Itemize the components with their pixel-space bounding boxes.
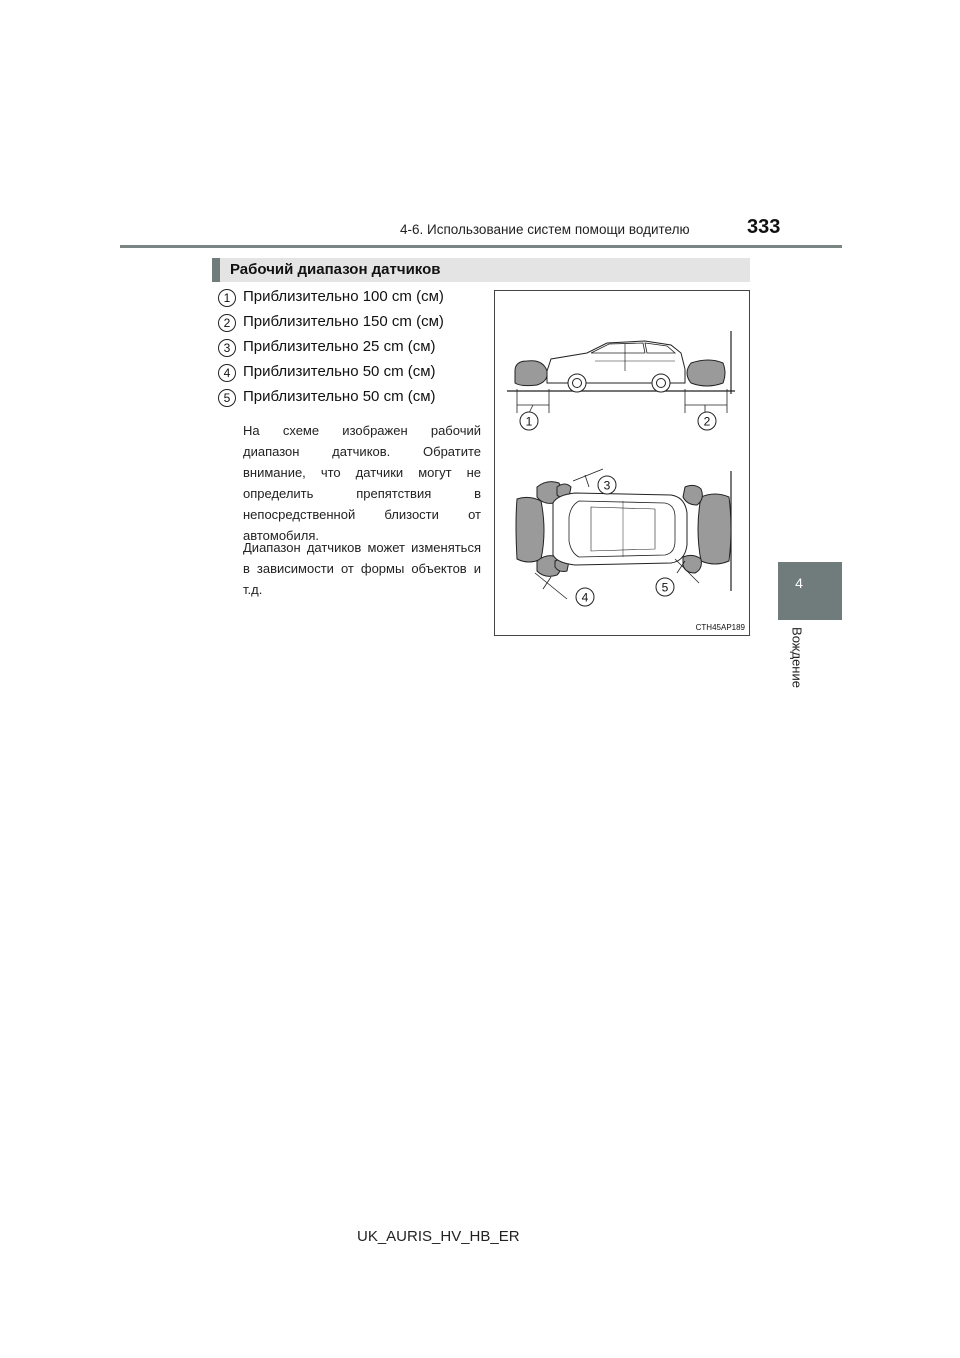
section-heading [212,258,750,282]
note-paragraph: Диапазон датчиков может изменяться в зависимости от формы объектов и т.д. [243,540,481,597]
note-paragraph: На схеме изображен рабочий диапазон датчиков. Обратите внимание, что датчики могут не определить препятствия в непосредственной близости от автомобиля. [243,423,481,543]
callout-label: 4 [581,590,589,605]
list-item-text: Приблизительно 50 cm (см) [243,363,436,380]
chapter-title: Вождение [789,627,805,688]
sensor-range-zone-icon [683,555,701,573]
callout-label: 5 [661,580,669,595]
list-item-number: 2 [218,314,236,332]
list-item-number: 1 [218,289,236,307]
figure-code: CTH45AP189 [695,623,745,632]
sensor-range-zone-icon [515,361,547,386]
callout-label: 1 [525,414,533,429]
list-item-text: Приблизительно 25 cm (см) [243,338,436,355]
sensor-range-zone-icon [683,485,702,505]
list-item [218,339,488,361]
chapter-tab[interactable] [778,562,842,620]
list-item [218,364,488,386]
callout-label: 2 [703,414,711,429]
list-item [218,314,488,336]
chapter-number: 4 [795,575,803,591]
sensor-range-zone-icon [698,494,731,564]
side-view [507,331,735,413]
list-item [218,289,488,311]
header-divider [120,245,842,248]
sensor-range-zone-icon [516,497,544,562]
footer-document-id: UK_AURIS_HV_HB_ER [357,1228,520,1245]
sensor-range-diagram [495,291,751,637]
list-item-number: 5 [218,389,236,407]
sensor-range-zone-icon [687,360,725,386]
sensor-range-figure [494,290,750,636]
list-item-text: Приблизительно 100 cm (см) [243,288,444,305]
section-heading-text: Рабочий диапазон датчиков [230,261,441,278]
list-item-number: 3 [218,339,236,357]
list-item-text: Приблизительно 150 cm (см) [243,313,444,330]
top-view [516,469,731,599]
list-item [218,389,488,411]
header-section-title: 4-6. Использование систем помощи водителю [400,222,690,237]
list-item-number: 4 [218,364,236,382]
callout-label: 3 [603,478,611,493]
list-item-text: Приблизительно 50 cm (см) [243,388,436,405]
page-number: 333 [747,216,781,238]
